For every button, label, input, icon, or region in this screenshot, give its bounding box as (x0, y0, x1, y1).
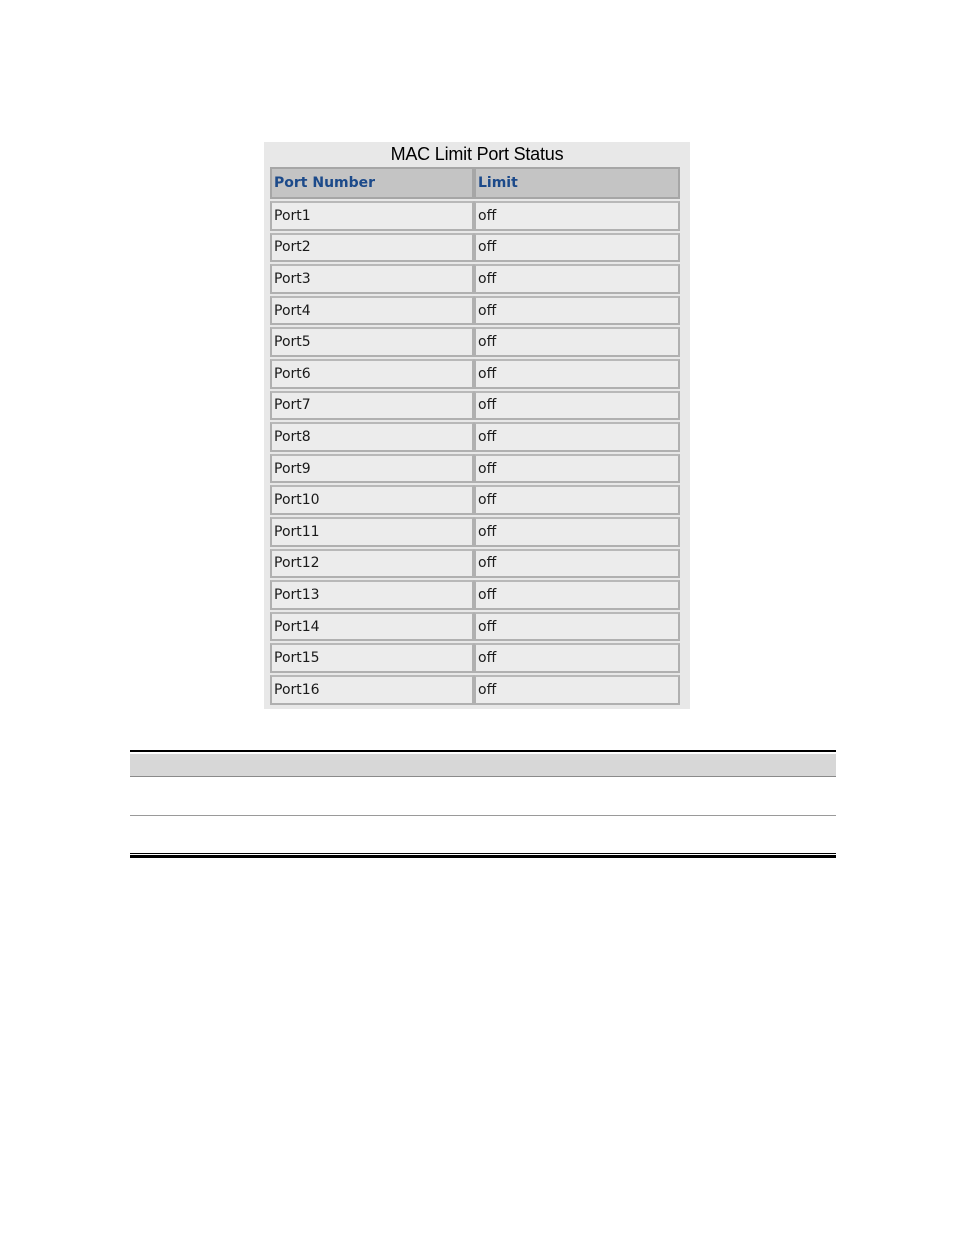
limit-cell: off (474, 454, 680, 484)
limit-cell: off (474, 391, 680, 421)
table-row (270, 612, 680, 642)
port-number-cell: Port13 (270, 580, 474, 610)
limit-cell: off (474, 264, 680, 294)
table-row (270, 327, 680, 357)
port-number-cell: Port15 (270, 643, 474, 673)
table-row (270, 264, 680, 294)
port-number-cell: Port11 (270, 517, 474, 547)
table-row (270, 359, 680, 389)
limit-cell: off (474, 643, 680, 673)
table-row (270, 517, 680, 547)
port-number-cell: Port16 (270, 675, 474, 705)
table-row (270, 391, 680, 421)
port-number-cell: Port10 (270, 485, 474, 515)
screenshot-title: MAC Limit Port Status (390, 144, 564, 164)
port-number-cell: Port9 (270, 454, 474, 484)
limit-cell: off (474, 233, 680, 263)
limit-cell: off (474, 549, 680, 579)
table-row (270, 549, 680, 579)
table-header-band (130, 754, 836, 777)
limit-cell: off (474, 359, 680, 389)
port-number-cell: Port12 (270, 549, 474, 579)
table-row-divider (130, 815, 836, 816)
limit-cell: off (474, 675, 680, 705)
table-row (270, 201, 680, 231)
mac-limit-screenshot (264, 142, 690, 709)
mac-limit-table (270, 167, 680, 707)
limit-cell: off (474, 485, 680, 515)
table-row (270, 422, 680, 452)
port-number-cell: Port5 (270, 327, 474, 357)
port-number-cell: Port3 (270, 264, 474, 294)
column-header-limit: Limit (474, 167, 680, 199)
limit-cell: off (474, 201, 680, 231)
limit-cell: off (474, 296, 680, 326)
limit-cell: off (474, 422, 680, 452)
table-bottom-rule-thin (130, 853, 836, 854)
table-row (270, 296, 680, 326)
column-header-port-number: Port Number (270, 167, 474, 199)
port-number-cell: Port14 (270, 612, 474, 642)
table-row (270, 675, 680, 705)
table-row (270, 454, 680, 484)
limit-cell: off (474, 327, 680, 357)
table-row (270, 485, 680, 515)
port-number-cell: Port7 (270, 391, 474, 421)
port-number-cell: Port1 (270, 201, 474, 231)
port-number-cell: Port6 (270, 359, 474, 389)
port-number-cell: Port8 (270, 422, 474, 452)
table-body (270, 201, 680, 705)
table-row (270, 233, 680, 263)
limit-cell: off (474, 580, 680, 610)
table-header-row (270, 167, 680, 199)
limit-cell: off (474, 517, 680, 547)
limit-cell: off (474, 612, 680, 642)
table-top-rule (130, 750, 836, 752)
port-number-cell: Port4 (270, 296, 474, 326)
table-row (270, 643, 680, 673)
port-number-cell: Port2 (270, 233, 474, 263)
table-row (270, 580, 680, 610)
table-bottom-rule-thick (130, 855, 836, 858)
